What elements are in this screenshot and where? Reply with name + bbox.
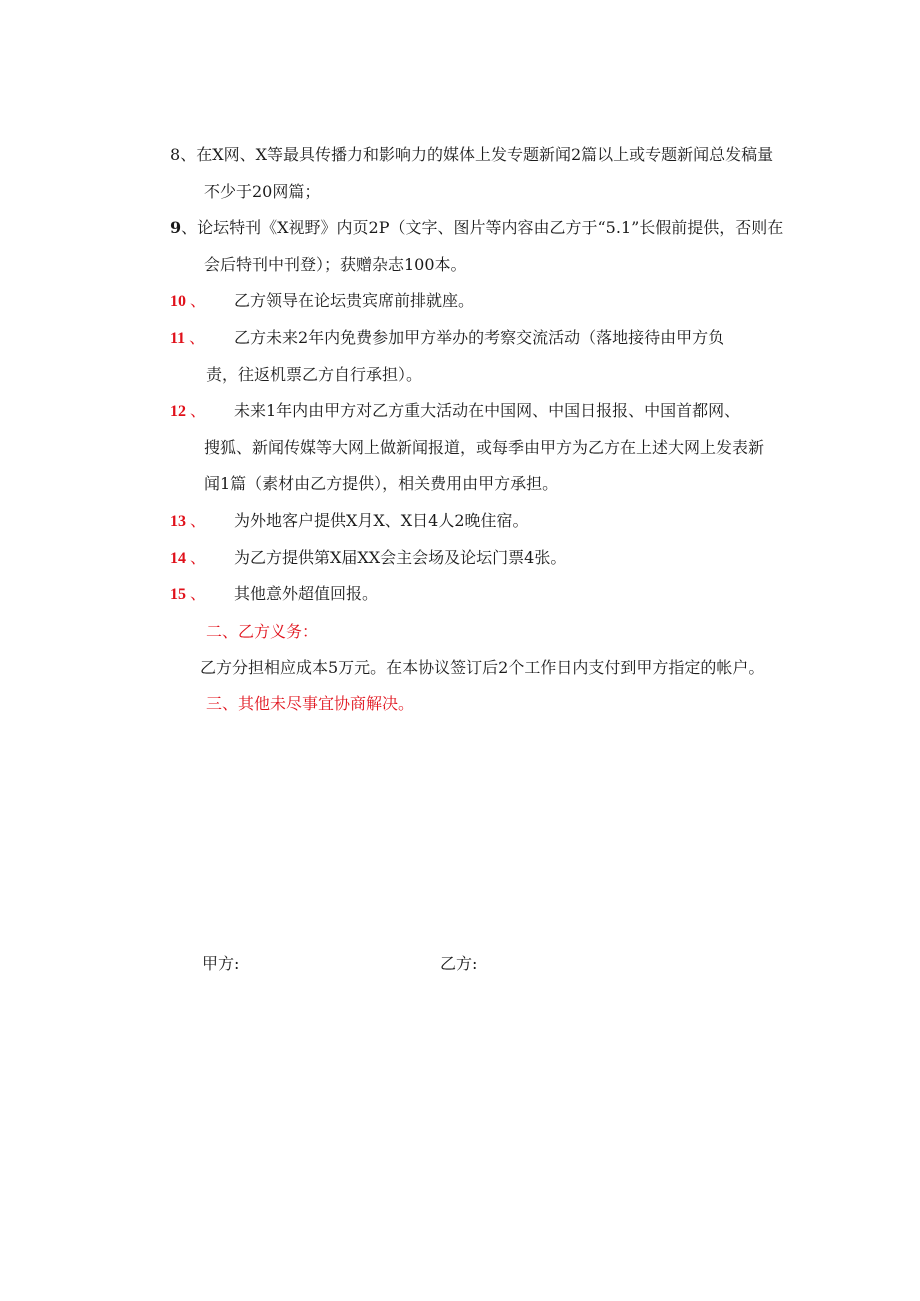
section-2-body: 乙方分担相应成本5万元。在本协议签订后2个工作日内支付到甲方指定的帐户。 xyxy=(200,658,765,677)
item-number: 12 xyxy=(170,403,186,420)
item-separator: 、 xyxy=(181,218,198,237)
item-11-line1: 乙方未来2年内免费参加甲方举办的考察交流活动（落地接待由甲方负 xyxy=(234,328,725,347)
item-11 xyxy=(170,328,205,349)
item-number: 8 xyxy=(170,145,181,164)
item-separator: 、 xyxy=(190,511,207,530)
item-separator: 、 xyxy=(190,401,207,420)
item-8-line1 xyxy=(170,145,773,165)
item-14-text: 为乙方提供第X届XX会主会场及论坛门票4张。 xyxy=(234,548,567,567)
item-12-line2: 搜狐、新闻传媒等大网上做新闻报道，或每季由甲方为乙方在上述大网上发表新 xyxy=(204,438,765,457)
item-number: 9 xyxy=(170,218,182,237)
item-8-line2: 不少于20网篇； xyxy=(204,182,321,201)
item-9-line2: 会后特刊中刊登）；获赠杂志100本。 xyxy=(204,255,467,274)
item-separator: 、 xyxy=(189,328,206,347)
item-15 xyxy=(170,584,206,605)
item-15-text: 其他意外超值回报。 xyxy=(234,584,379,603)
item-10 xyxy=(170,291,206,312)
item-separator: 、 xyxy=(180,145,197,164)
item-11-line2: 责，往返机票乙方自行承担）。 xyxy=(206,365,423,384)
item-number: 14 xyxy=(170,550,186,567)
item-number: 13 xyxy=(170,513,186,530)
item-13-text: 为外地客户提供X月X、X日4人2晚住宿。 xyxy=(234,511,529,530)
item-14 xyxy=(170,548,206,569)
section-2-heading: 二、乙方义务： xyxy=(206,622,319,641)
item-separator: 、 xyxy=(190,291,207,310)
item-separator: 、 xyxy=(190,584,207,603)
item-12-line3: 闻1篇（素材由乙方提供），相关费用由甲方承担。 xyxy=(204,474,559,493)
item-text: 论坛特刊《X视野》内页2P（文字、图片等内容由乙方于“5.1”长假前提供，否则在 xyxy=(197,218,784,237)
item-number: 11 xyxy=(170,330,186,347)
item-number: 15 xyxy=(170,586,186,603)
signature-party-b: 乙方: xyxy=(440,954,478,973)
section-3-heading: 三、其他未尽事宜协商解决。 xyxy=(206,694,415,713)
item-number: 10 xyxy=(170,293,186,310)
item-12-line1: 未来1年内由甲方对乙方重大活动在中国网、中国日报报、中国首都网、 xyxy=(234,401,741,420)
item-12 xyxy=(170,401,206,422)
item-separator: 、 xyxy=(190,548,207,567)
item-9-line1 xyxy=(170,218,783,238)
item-10-text: 乙方领导在论坛贵宾席前排就座。 xyxy=(234,291,475,310)
signature-party-a: 甲方: xyxy=(202,954,240,973)
item-text: 在X网、X等最具传播力和影响力的媒体上发专题新闻2篇以上或专题新闻总发稿量 xyxy=(196,145,774,164)
item-13 xyxy=(170,511,206,532)
